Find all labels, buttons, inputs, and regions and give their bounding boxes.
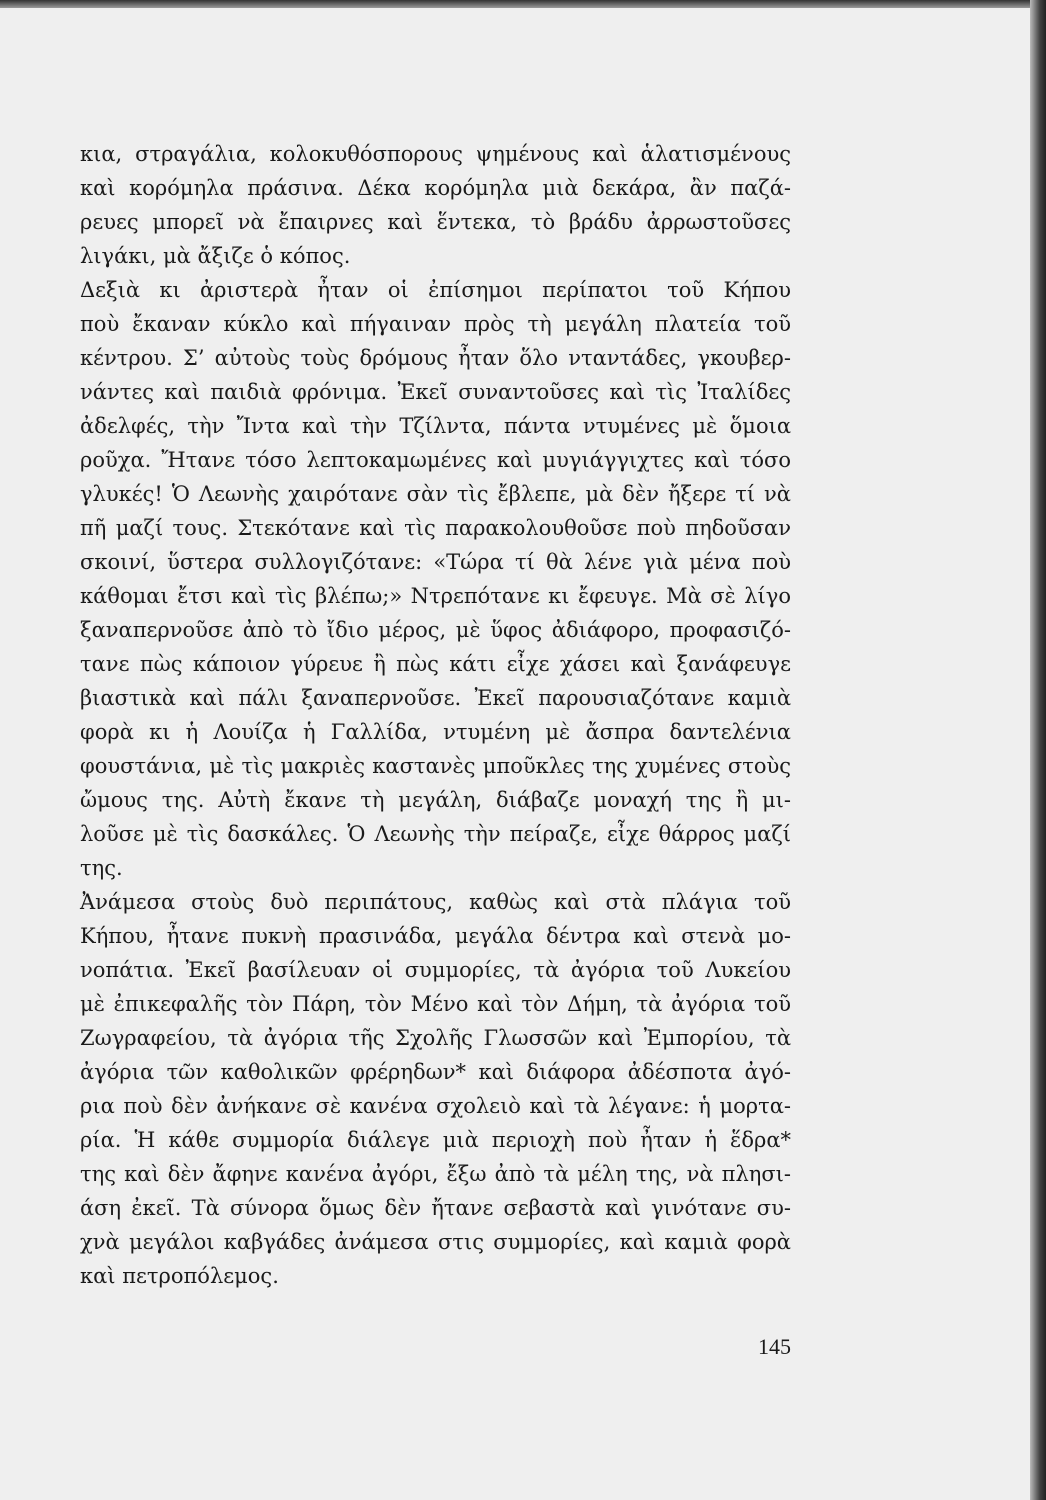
text-line: ἀγόρια τῶν καθολικῶν φρέρηδων* καὶ διάφορα ἀδέσποτα ἀγό-: [80, 1060, 791, 1084]
text-line: φουστάνια, μὲ τὶς μακριὲς καστανὲς μποῦκλες της χυμένες στοὺς: [80, 754, 791, 778]
text-line: νάντες καὶ παιδιὰ φρόνιμα. Ἐκεῖ συναντοῦσες καὶ τὶς Ἰταλίδες: [80, 380, 791, 404]
text-line: της καὶ δὲν ἄφηνε κανένα ἀγόρι, ἔξω ἀπὸ τὰ μέλη της, νὰ πλησι-: [80, 1162, 791, 1186]
text-line: καὶ πετροπόλεμος.: [80, 1264, 279, 1288]
text-line: ρία. Ἡ κάθε συμμορία διάλεγε μιὰ περιοχὴ ποὺ ἦταν ἡ ἕδρα*: [80, 1128, 791, 1152]
page-body-text: [80, 137, 791, 1293]
text-line: ποὺ ἔκαναν κύκλο καὶ πήγαιναν πρὸς τὴ μεγάλη πλατεία τοῦ: [80, 312, 791, 336]
text-line: πῆ μαζί τους. Στεκότανε καὶ τὶς παρακολουθοῦσε ποὺ πηδοῦσαν: [80, 516, 791, 540]
text-line: βιαστικὰ καὶ πάλι ξαναπερνοῦσε. Ἐκεῖ παρουσιαζότανε καμιὰ: [80, 686, 791, 710]
text-line: καὶ κορόμηλα πράσινα. Δέκα κορόμηλα μιὰ δεκάρα, ἂν παζά-: [80, 176, 791, 200]
text-line: μὲ ἐπικεφαλῆς τὸν Πάρη, τὸν Μένο καὶ τὸν Δήμη, τὰ ἀγόρια τοῦ: [80, 992, 791, 1016]
text-line: Ἀνάμεσα στοὺς δυὸ περιπάτους, καθὼς καὶ στὰ πλάγια τοῦ: [80, 890, 791, 914]
text-line: ρευες μπορεῖ νὰ ἔπαιρνες καὶ ἕντεκα, τὸ βράδυ ἀρρωστοῦσες: [80, 210, 791, 234]
text-line: τανε πὼς κάποιον γύρευε ἢ πὼς κάτι εἶχε χάσει καὶ ξανάφευγε: [80, 652, 791, 676]
text-line: σκοινί, ὕστερα συλλογιζότανε: «Τώρα τί θὰ λένε γιὰ μένα ποὺ: [80, 550, 791, 574]
text-line: κέντρου. Σ’ αὐτοὺς τοὺς δρόμους ἦταν ὅλο νταντάδες, γκουβερ-: [80, 346, 791, 370]
text-line: Κήπου, ἦτανε πυκνὴ πρασινάδα, μεγάλα δέντρα καὶ στενὰ μο-: [80, 924, 791, 948]
text-line: Δεξιὰ κι ἀριστερὰ ἦταν οἱ ἐπίσημοι περίπατοι τοῦ Κήπου: [80, 278, 791, 302]
page-number: 145: [758, 1334, 791, 1359]
text-line: λιγάκι, μὰ ἄξιζε ὁ κόπος.: [80, 244, 351, 268]
text-line: κάθομαι ἔτσι καὶ τὶς βλέπω;» Ντρεπότανε κι ἔφευγε. Μὰ σὲ λίγο: [80, 584, 791, 608]
text-line: ὤμους της. Αὐτὴ ἔκανε τὴ μεγάλη, διάβαζε μοναχή της ἢ μι-: [80, 788, 791, 812]
page-binding-edge: [1030, 0, 1046, 1500]
text-line: λοῦσε μὲ τὶς δασκάλες. Ὁ Λεωνὴς τὴν πείραζε, εἶχε θάρρος μαζί: [80, 822, 791, 846]
text-line: κια, στραγάλια, κολοκυθόσπορους ψημένους καὶ ἁλατισμένους: [80, 142, 791, 166]
text-line: χνὰ μεγάλοι καβγάδες ἀνάμεσα στις συμμορίες, καὶ καμιὰ φορὰ: [80, 1230, 791, 1254]
text-line: της.: [80, 856, 123, 880]
text-line: φορὰ κι ἡ Λουίζα ἡ Γαλλίδα, ντυμένη μὲ ἄσπρα δαντελένια: [80, 720, 791, 744]
text-line: ξαναπερνοῦσε ἀπὸ τὸ ἴδιο μέρος, μὲ ὕφος ἀδιάφορο, προφασιζό-: [80, 618, 791, 642]
text-line: Ζωγραφείου, τὰ ἀγόρια τῆς Σχολῆς Γλωσσῶν καὶ Ἐμπορίου, τὰ: [80, 1026, 791, 1050]
text-line: γλυκές! Ὁ Λεωνὴς χαιρότανε σὰν τὶς ἔβλεπε, μὰ δὲν ἤξερε τί νὰ: [80, 482, 791, 506]
page-top-edge: [0, 0, 1046, 8]
text-line: ροῦχα. Ἤτανε τόσο λεπτοκαμωμένες καὶ μυγιάγγιχτες καὶ τόσο: [80, 448, 791, 472]
text-line: νοπάτια. Ἐκεῖ βασίλευαν οἱ συμμορίες, τὰ ἀγόρια τοῦ Λυκείου: [80, 958, 791, 982]
text-line: άση ἐκεῖ. Τὰ σύνορα ὅμως δὲν ἤτανε σεβαστὰ καὶ γινότανε συ-: [80, 1196, 791, 1220]
text-line: ἀδελφές, τὴν Ἴντα καὶ τὴν Τζίλντα, πάντα ντυμένες μὲ ὅμοια: [80, 414, 791, 438]
text-line: ρια ποὺ δὲν ἀνήκανε σὲ κανένα σχολειὸ καὶ τὰ λέγανε: ἡ μορτα-: [80, 1094, 791, 1118]
